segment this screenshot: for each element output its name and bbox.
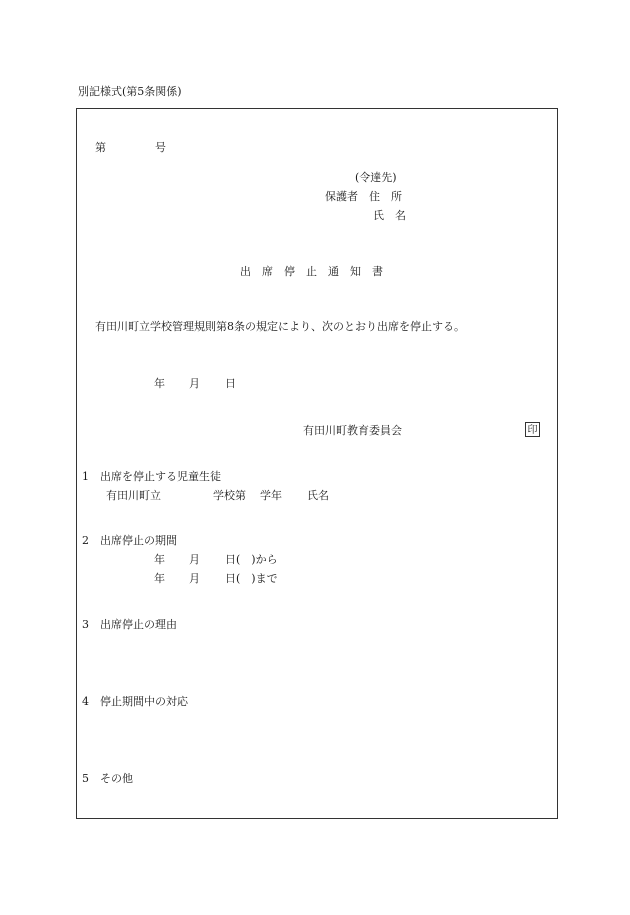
period-to-month: 月 [189, 572, 200, 585]
addressee-reitassaki: (令達先) [355, 171, 397, 184]
issue-date-day: 日 [225, 377, 236, 390]
section-3-title: 出席停止の理由 [100, 618, 177, 631]
period-to-year: 年 [154, 572, 165, 585]
document-title: 出 席 停 止 通 知 書 [240, 265, 383, 278]
section-5-number: 5 [82, 772, 89, 785]
section-4-number: 4 [82, 695, 89, 708]
student-grade: 学年 [260, 489, 282, 502]
section-2-number: 2 [82, 534, 89, 547]
doc-number-dai: 第 [95, 141, 106, 154]
section-2-title: 出席停止の期間 [100, 534, 177, 547]
guardian-name-label: 氏 名 [373, 209, 406, 222]
form-frame [76, 108, 558, 819]
period-from-month: 月 [189, 553, 200, 566]
period-to-day: 日( )まで [225, 572, 278, 585]
student-name: 氏名 [307, 489, 329, 502]
student-school-suffix: 学校第 [213, 489, 246, 502]
issue-date-year: 年 [154, 377, 165, 390]
period-from-year: 年 [154, 553, 165, 566]
doc-number-go: 号 [155, 141, 166, 154]
section-3-number: 3 [82, 618, 89, 631]
section-1-number: 1 [82, 470, 89, 483]
issuer-name: 有田川町教育委員会 [303, 424, 402, 437]
body-text: 有田川町立学校管理規則第8条の規定により、次のとおり出席を停止する。 [95, 320, 465, 333]
section-1-title: 出席を停止する児童生徒 [100, 470, 221, 483]
form-label: 別記様式(第5条関係) [78, 85, 182, 98]
student-school-prefix: 有田川町立 [106, 489, 161, 502]
period-from-day: 日( )から [225, 553, 278, 566]
issue-date-month: 月 [189, 377, 200, 390]
guardian-address-label: 保護者 住 所 [325, 190, 402, 203]
seal-mark: 印 [525, 422, 540, 437]
section-4-title: 停止期間中の対応 [100, 695, 188, 708]
section-5-title: その他 [100, 772, 133, 785]
